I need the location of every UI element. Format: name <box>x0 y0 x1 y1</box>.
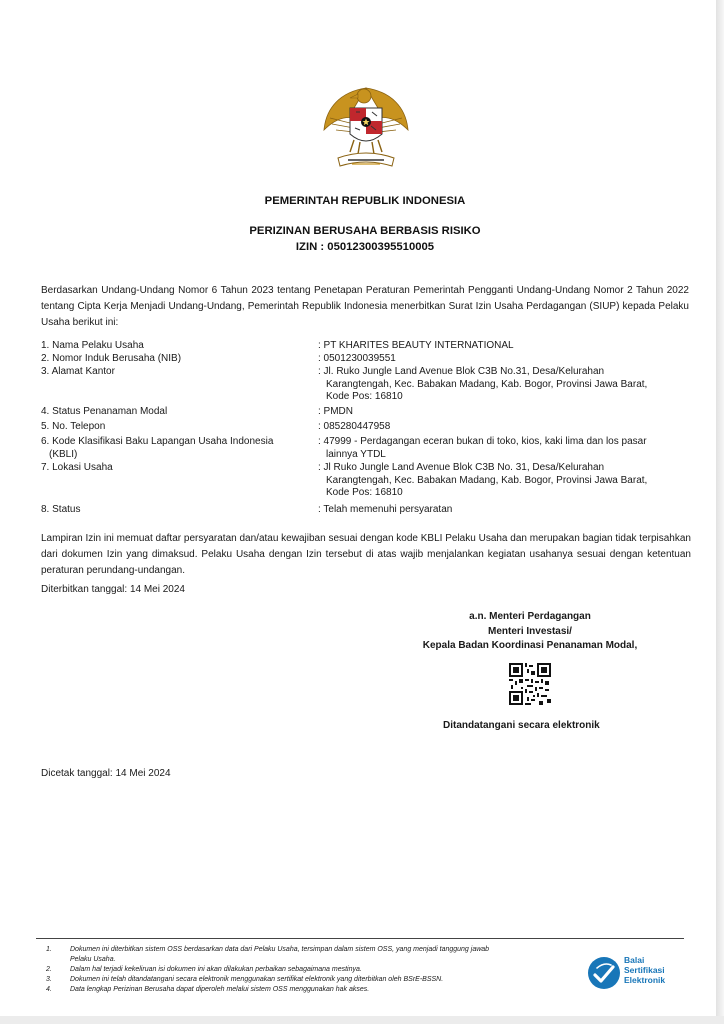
footnote-number: 4. <box>46 986 52 993</box>
bsre-logo-line: Sertifikasi <box>624 965 665 975</box>
value-line: : 47999 - Perdagangan eceran bukan di toko, kios, kaki lima dan los pasar <box>318 436 647 447</box>
field-label-business-name: 1. Nama Pelaku Usaha <box>41 340 144 351</box>
field-label-phone: 5. No. Telepon <box>41 421 106 432</box>
value-line: Karangtengah, Kec. Babakan Madang, Kab. Bogor, Provinsi Jawa Barat, <box>326 378 648 390</box>
signatory-block <box>405 610 655 654</box>
value-line: : 085280447958 <box>318 421 391 432</box>
field-label-business-location: 7. Lokasi Usaha <box>41 462 113 473</box>
signatory-line: a.n. Menteri Perdagangan <box>469 611 591 622</box>
value-line: lainnya YTDL <box>326 448 386 460</box>
footnotes-box <box>36 938 684 1010</box>
field-label-kbli <box>41 436 273 461</box>
garuda-pancasila-emblem-icon <box>320 78 412 174</box>
page-bottom-shadow <box>0 1016 724 1024</box>
footnote-number: 2. <box>46 966 52 973</box>
closing-paragraph: Lampiran Izin ini memuat daftar persyaratan dan/atau kewajiban sesuai dengan kode KBLI Pelaku Usaha dan merupakan bagian tidak terpisahkan dari dokumen Izin yang dimaksud. Pelaku Usaha dengan Izin tersebut di atas wajib menjalankan kegiatan usahanya sesuai dengan ketentuan peraturan perundang-undangan. <box>41 533 691 576</box>
field-value-investment-status <box>318 406 698 419</box>
value-line: : Jl. Ruko Jungle Land Avenue Blok C3B No.31, Desa/Kelurahan <box>318 366 605 377</box>
footnote-item <box>46 985 594 995</box>
footnote-item <box>46 945 594 965</box>
field-value-nib <box>318 353 698 366</box>
kbli-label-line: (KBLI) <box>49 448 78 460</box>
footnote-text: Dokumen ini telah ditandatangani secara elektronik menggunakan sertifikat elektronik yang diterbitkan oleh BSrE-BSSN. <box>70 976 444 983</box>
field-label-nib: 2. Nomor Induk Berusaha (NIB) <box>41 353 182 364</box>
value-line: : 0501230039551 <box>318 353 396 364</box>
bsre-logo <box>586 953 681 995</box>
value-line: Kode Pos: 16810 <box>326 391 403 402</box>
field-value-business-name <box>318 340 698 353</box>
footnote-number: 3. <box>46 976 52 983</box>
footnote-text: Pelaku Usaha. <box>70 956 116 963</box>
bsre-logo-icon <box>586 955 622 991</box>
signatory-line: Kepala Badan Koordinasi Penanaman Modal, <box>422 640 638 651</box>
footnote-text: Dalam hal terjadi kekeliruan isi dokumen ini akan dilakukan perbaikan sebagaimana mestinya. <box>70 966 362 973</box>
field-value-office-address <box>318 366 698 404</box>
printed-date: Dicetak tanggal: 14 Mei 2024 <box>41 768 171 779</box>
field-value-kbli <box>318 436 698 461</box>
page-edge-shadow <box>716 0 724 1024</box>
bsre-logo-line: Balai <box>624 955 645 965</box>
field-label-status: 8. Status <box>41 504 81 515</box>
permit-number: IZIN : 05012300395510005 <box>295 241 435 253</box>
electronic-signature-note: Ditandatangani secara elektronik <box>443 720 600 731</box>
footnote-item <box>46 965 594 975</box>
field-label-office-address: 3. Alamat Kantor <box>41 366 115 377</box>
government-title: PEMERINTAH REPUBLIK INDONESIA <box>264 195 466 207</box>
qr-code-icon <box>509 663 551 705</box>
value-line: Karangtengah, Kec. Babakan Madang, Kab. Bogor, Provinsi Jawa Barat, <box>326 474 648 486</box>
field-value-business-location <box>318 462 698 500</box>
value-line: Kode Pos: 16810 <box>326 487 403 498</box>
footnote-item <box>46 975 594 985</box>
bsre-logo-text <box>624 955 665 985</box>
footnotes-list <box>46 945 594 995</box>
document-title: PERIZINAN BERUSAHA BERBASIS RISIKO <box>249 225 481 237</box>
value-line: : PT KHARITES BEAUTY INTERNATIONAL <box>318 340 514 351</box>
footnote-text: Dokumen ini diterbitkan sistem OSS berdasarkan data dari Pelaku Usaha, tersimpan dalam sistem OSS, yang menjadi tanggung jawab <box>70 946 490 953</box>
footnote-number: 1. <box>46 946 52 953</box>
field-value-phone <box>318 421 698 434</box>
issued-date: Diterbitkan tanggal: 14 Mei 2024 <box>41 584 185 595</box>
field-label-investment-status: 4. Status Penanaman Modal <box>41 406 168 417</box>
intro-paragraph: Berdasarkan Undang-Undang Nomor 6 Tahun 2023 tentang Penetapan Peraturan Pemerintah Pengganti Undang-Undang Nomor 2 Tahun 2022 tentang Cipta Kerja Menjadi Undang-Undang, Pemerintah Republik Indonesia menerbitkan Surat Izin Usaha Perdagangan (SIUP) kepada Pelaku Usaha berikut ini: <box>41 285 689 328</box>
footnote-text: Data lengkap Perizinan Berusaha dapat diperoleh melalui sistem OSS menggunakan hak akses. <box>70 986 370 993</box>
value-line: : Telah memenuhi persyaratan <box>318 504 453 515</box>
value-line: : Jl Ruko Jungle Land Avenue Blok C3B No. 31, Desa/Kelurahan <box>318 462 605 473</box>
value-line: : PMDN <box>318 406 353 417</box>
field-value-status <box>318 504 698 517</box>
kbli-label-line: 6. Kode Klasifikasi Baku Lapangan Usaha Indonesia <box>41 436 274 447</box>
bsre-logo-line: Elektronik <box>624 975 666 985</box>
signatory-line: Menteri Investasi/ <box>488 625 572 637</box>
